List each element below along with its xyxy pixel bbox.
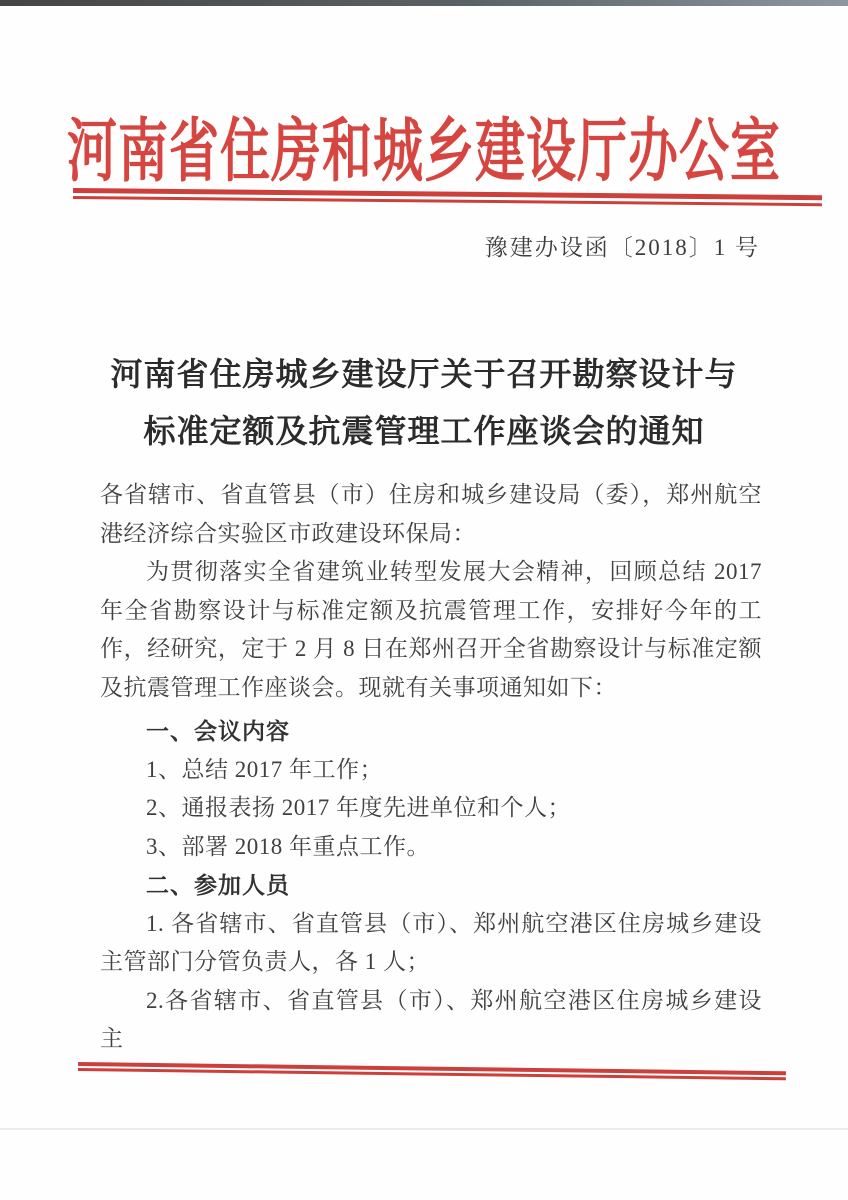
section-1-item-2: 2、通报表扬 2017 年度先进单位和个人； <box>146 795 571 820</box>
section-1-item-3: 3、部署 2018 年重点工作。 <box>146 833 430 859</box>
document-title-line-1: 河南省住房城乡建设厅关于召开勘察设计与 <box>110 356 738 392</box>
document-number: 豫建办设函〔2018〕1 号 <box>484 235 760 260</box>
scan-artifact-faint-line <box>0 1128 848 1130</box>
footer-divider <box>78 1062 786 1080</box>
document-body <box>100 476 762 1059</box>
section-1-heading: 一、会议内容 <box>146 718 290 744</box>
section-2-item-2: 2.各省辖市、省直管县（市）、郑州航空港区住房城乡建设主 <box>100 987 762 1051</box>
section-2-item-1: 1. 各省辖市、省直管县（市）、郑州航空港区住房城乡建设主管部门分管负责人，各 1 人； <box>100 910 762 974</box>
section-2-heading: 二、参加人员 <box>146 872 290 898</box>
intro-paragraph: 为贯彻落实全省建筑业转型发展大会精神，回顾总结 2017 年全省勘察设计与标准定额及抗震管理工作，安排好今年的工作，经研究，定于 2 月 8 日在郑州召开全省勘察设计与标准定额及抗震管理工作座谈会。现就有关事项通知如下： <box>100 559 762 700</box>
section-1-item-1: 1、总结 2017 年工作； <box>146 756 383 782</box>
letterhead-org-name: 河南省住房和城乡建设厅办公室 <box>67 112 781 190</box>
document-title-line-2: 标准定额及抗震管理工作座谈会的通知 <box>143 413 705 449</box>
scan-artifact-top-bar <box>0 0 848 6</box>
recipient-line: 各省辖市、省直管县（市）住房和城乡建设局（委），郑州航空港经济综合实验区市政建设环保局： <box>100 482 762 546</box>
document-title <box>0 346 848 460</box>
